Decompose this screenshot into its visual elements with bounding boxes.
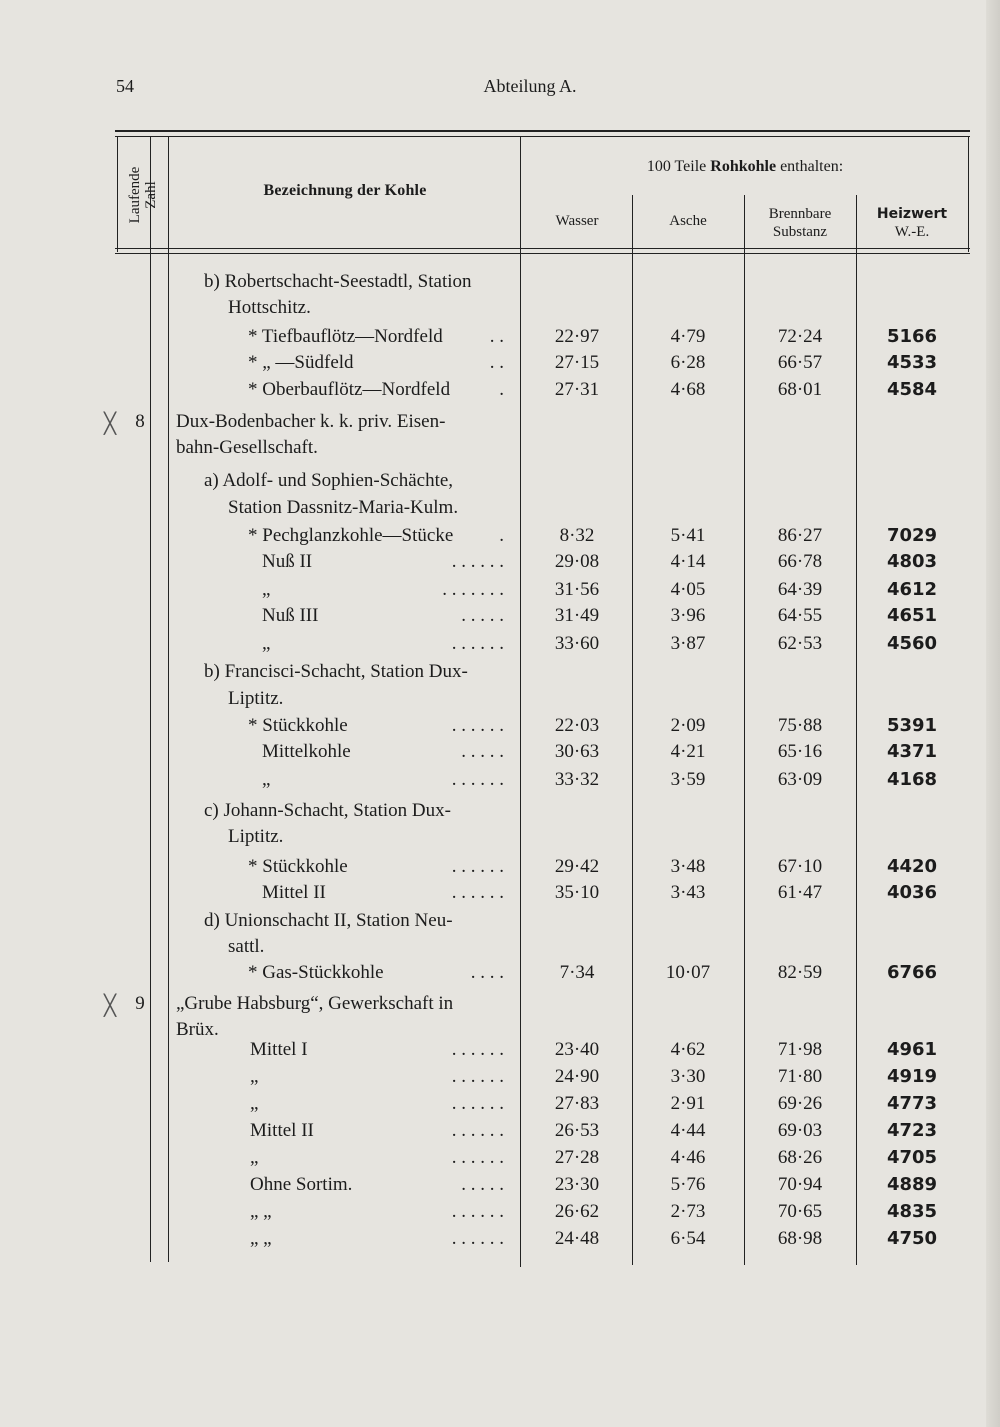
cell-brennbare-substanz: 68·01 [777, 379, 823, 400]
table-row [0, 962, 1000, 988]
leader-dots: . . . . . . . [442, 579, 504, 600]
table-row [0, 741, 1000, 767]
cell-brennbare-substanz: 64·39 [777, 579, 823, 600]
leader-dots: . . . . . . [451, 882, 504, 903]
cell-brennbare-substanz: 70·65 [777, 1201, 823, 1222]
table-row [0, 1201, 1000, 1227]
header-heizwert-line2: W.-E. [894, 224, 930, 240]
coal-designation: Mittel II [262, 882, 326, 903]
table-row [0, 1147, 1000, 1173]
cell-brennbare-substanz: 66·57 [777, 352, 823, 373]
page-number: 54 [116, 76, 134, 96]
coal-designation: Mittel II [250, 1120, 314, 1141]
leader-dots: . . [489, 326, 504, 347]
coal-designation: * Oberbauflötz—Nordfeld [248, 379, 451, 400]
cell-wasser: 29·08 [554, 551, 600, 572]
cell-asche: 2·09 [670, 715, 706, 736]
cell-wasser: 31·56 [554, 579, 600, 600]
header-asche: Asche [669, 213, 707, 229]
top-rule-thin [115, 136, 970, 137]
header-heizwert [858, 205, 966, 241]
leader-dots: . . . . . [461, 1174, 504, 1195]
page-title: Abteilung A. [483, 76, 577, 96]
cell-asche: 6·28 [670, 352, 706, 373]
coal-designation: d) Unionschacht II, Station Neu- [204, 910, 453, 931]
coal-designation: Dux-Bodenbacher k. k. priv. Eisen- [176, 411, 446, 432]
cell-wasser: 27·83 [554, 1093, 600, 1114]
cell-wasser: 23·40 [554, 1039, 600, 1060]
cell-heizwert: 4651 [886, 605, 938, 626]
cell-heizwert: 4835 [886, 1201, 938, 1222]
cell-heizwert: 4889 [886, 1174, 938, 1195]
pencil-cross-mark: ╳ [104, 995, 117, 1017]
coal-designation: Ohne Sortim. [250, 1174, 353, 1195]
cell-asche: 2·73 [670, 1201, 706, 1222]
cell-heizwert: 4773 [886, 1093, 938, 1114]
cell-heizwert: 4533 [886, 352, 938, 373]
cell-brennbare-substanz: 71·98 [777, 1039, 823, 1060]
cell-wasser: 30·63 [554, 741, 600, 762]
cell-heizwert: 4584 [886, 379, 938, 400]
cell-heizwert: 4420 [886, 856, 938, 877]
cell-asche: 4·05 [670, 579, 706, 600]
row-number: 8 [135, 411, 145, 432]
cell-asche: 3·30 [670, 1066, 706, 1087]
cell-asche: 6·54 [670, 1228, 706, 1249]
table-row [0, 437, 1000, 463]
cell-heizwert: 4168 [886, 769, 938, 790]
leader-dots: . . . . . . [451, 633, 504, 654]
coal-designation: „ [250, 1066, 259, 1087]
cell-brennbare-substanz: 62·53 [777, 633, 823, 654]
leader-dots: . . . . . . [451, 769, 504, 790]
coal-designation: Nuß II [262, 551, 313, 572]
coal-designation: „Grube Habsburg“, Gewerkschaft in [176, 993, 454, 1014]
coal-designation: Hottschitz. [228, 297, 311, 318]
cell-brennbare-substanz: 75·88 [777, 715, 823, 736]
coal-designation: „ [262, 633, 271, 654]
table-row [0, 470, 1000, 496]
table-row [0, 633, 1000, 659]
cell-wasser: 29·42 [554, 856, 600, 877]
cell-wasser: 31·49 [554, 605, 600, 626]
cell-brennbare-substanz: 82·59 [777, 962, 823, 983]
table-row [0, 1066, 1000, 1092]
cell-wasser: 26·62 [554, 1201, 600, 1222]
cell-wasser: 27·31 [554, 379, 600, 400]
coal-designation: Mittel I [250, 1039, 308, 1060]
cell-wasser: 7·34 [559, 962, 595, 983]
cell-brennbare-substanz: 64·55 [777, 605, 823, 626]
cell-wasser: 27·28 [554, 1147, 600, 1168]
cell-heizwert: 4919 [886, 1066, 938, 1087]
header-wasser: Wasser [555, 213, 599, 229]
cell-brennbare-substanz: 69·03 [777, 1120, 823, 1141]
header-group [520, 158, 970, 176]
cell-asche: 4·46 [670, 1147, 706, 1168]
leader-dots: . . . . . . [451, 1201, 504, 1222]
cell-brennbare-substanz: 70·94 [777, 1174, 823, 1195]
coal-designation: * Gas-Stückkohle [248, 962, 384, 983]
cell-asche: 3·48 [670, 856, 706, 877]
table-row [0, 352, 1000, 378]
cell-brennbare-substanz: 65·16 [777, 741, 823, 762]
cell-brennbare-substanz: 69·26 [777, 1093, 823, 1114]
coal-designation: c) Johann-Schacht, Station Dux- [204, 800, 451, 821]
cell-asche: 4·21 [670, 741, 706, 762]
table-row [0, 297, 1000, 323]
cell-heizwert: 4036 [886, 882, 938, 903]
coal-designation: Brüx. [176, 1019, 219, 1040]
table-row [0, 605, 1000, 631]
coal-designation: a) Adolf- und Sophien-Schächte, [204, 470, 454, 491]
table-row [0, 826, 1000, 852]
table-row [0, 688, 1000, 714]
table-row [0, 1228, 1000, 1254]
coal-designation: Nuß III [262, 605, 319, 626]
coal-designation: * Tiefbauflötz—Nordfeld [248, 326, 443, 347]
header-brennbare-line1: Brennbare [768, 206, 832, 222]
coal-designation: * Stückkohle [248, 715, 348, 736]
cell-wasser: 35·10 [554, 882, 600, 903]
coal-designation: Mittelkohle [262, 741, 351, 762]
table-row [0, 910, 1000, 936]
coal-designation: * Pechglanzkohle—Stücke [248, 525, 454, 546]
cell-asche: 3·59 [670, 769, 706, 790]
table-row [0, 497, 1000, 523]
coal-designation: „ „ [250, 1228, 272, 1249]
coal-designation: „ [262, 769, 271, 790]
cell-heizwert: 4961 [886, 1039, 938, 1060]
table-row [0, 800, 1000, 826]
cell-wasser: 27·15 [554, 352, 600, 373]
coal-designation: bahn-Gesellschaft. [176, 437, 318, 458]
cell-asche: 3·96 [670, 605, 706, 626]
table-row [0, 411, 1000, 437]
table-row [0, 936, 1000, 962]
row-number: 9 [135, 993, 145, 1014]
header-group-pre: 100 Teile [646, 158, 711, 175]
table-row [0, 579, 1000, 605]
table-row [0, 551, 1000, 577]
cell-brennbare-substanz: 68·98 [777, 1228, 823, 1249]
leader-dots: . [499, 379, 504, 400]
leader-dots: . . . . . [461, 605, 504, 626]
table-row [0, 715, 1000, 741]
coal-designation: „ [262, 579, 271, 600]
cell-wasser: 33·60 [554, 633, 600, 654]
cell-brennbare-substanz: 67·10 [777, 856, 823, 877]
cell-heizwert: 5166 [886, 326, 938, 347]
coal-designation: sattl. [228, 936, 265, 957]
table-row [0, 1039, 1000, 1065]
table-row [0, 379, 1000, 405]
table-row [0, 993, 1000, 1019]
coal-designation: „ [250, 1093, 259, 1114]
cell-wasser: 23·30 [554, 1174, 600, 1195]
cell-heizwert: 4560 [886, 633, 938, 654]
coal-designation: b) Francisci-Schacht, Station Dux- [204, 661, 468, 682]
coal-designation: * „ —Südfeld [248, 352, 354, 373]
cell-brennbare-substanz: 68·26 [777, 1147, 823, 1168]
cell-asche: 4·79 [670, 326, 706, 347]
leader-dots: . . . . . . [451, 1228, 504, 1249]
cell-asche: 4·44 [670, 1120, 706, 1141]
cell-brennbare-substanz: 63·09 [777, 769, 823, 790]
table-row [0, 661, 1000, 687]
table-row [0, 525, 1000, 551]
cell-brennbare-substanz: 71·80 [777, 1066, 823, 1087]
leader-dots: . . . . . . [451, 715, 504, 736]
table-row [0, 856, 1000, 882]
cell-asche: 2·91 [670, 1093, 706, 1114]
leader-dots: . [499, 525, 504, 546]
leader-dots: . . . . . . [451, 1147, 504, 1168]
cell-brennbare-substanz: 86·27 [777, 525, 823, 546]
coal-designation: „ „ [250, 1201, 272, 1222]
cell-asche: 4·68 [670, 379, 706, 400]
coal-designation: * Stückkohle [248, 856, 348, 877]
header-brennbare-line2: Substanz [772, 224, 828, 240]
header-group-post: enthalten: [776, 158, 844, 175]
header-rule-thin [115, 253, 970, 254]
table-row [0, 271, 1000, 297]
header-brennbare [744, 205, 856, 241]
cell-heizwert: 4723 [886, 1120, 938, 1141]
header-laufende-zahl [118, 145, 168, 245]
cell-asche: 10·07 [665, 962, 711, 983]
cell-brennbare-substanz: 66·78 [777, 551, 823, 572]
header-heizwert-line1: Heizwert [876, 206, 948, 222]
cell-heizwert: 4803 [886, 551, 938, 572]
cell-wasser: 8·32 [559, 525, 595, 546]
cell-heizwert: 4750 [886, 1228, 938, 1249]
leader-dots: . . . . . . [451, 1039, 504, 1060]
table-row [0, 326, 1000, 352]
cell-heizwert: 4371 [886, 741, 938, 762]
cell-brennbare-substanz: 61·47 [777, 882, 823, 903]
header-bezeichnung: Bezeichnung der Kohle [263, 182, 427, 199]
leader-dots: . . . . . . [451, 1120, 504, 1141]
cell-wasser: 22·03 [554, 715, 600, 736]
cell-heizwert: 5391 [886, 715, 938, 736]
leader-dots: . . . . . [461, 741, 504, 762]
table-row [0, 1174, 1000, 1200]
cell-asche: 5·76 [670, 1174, 706, 1195]
leader-dots: . . . . . . [451, 856, 504, 877]
leader-dots: . . . . [470, 962, 504, 983]
table-row [0, 1120, 1000, 1146]
leader-dots: . . . . . . [451, 1066, 504, 1087]
cell-heizwert: 4705 [886, 1147, 938, 1168]
right-border [968, 137, 969, 252]
cell-wasser: 22·97 [554, 326, 600, 347]
cell-asche: 4·14 [670, 551, 706, 572]
table-row [0, 769, 1000, 795]
cell-heizwert: 6766 [886, 962, 938, 983]
leader-dots: . . [489, 352, 504, 373]
cell-heizwert: 4612 [886, 579, 938, 600]
coal-designation: Station Dassnitz-Maria-Kulm. [228, 497, 459, 518]
cell-brennbare-substanz: 72·24 [777, 326, 823, 347]
header-group-bold: Rohkohle [710, 158, 777, 175]
pencil-cross-mark: ╳ [104, 413, 117, 435]
cell-wasser: 24·90 [554, 1066, 600, 1087]
top-rule [115, 130, 970, 132]
leader-dots: . . . . . . [451, 1093, 504, 1114]
cell-asche: 3·87 [670, 633, 706, 654]
coal-designation: Liptitz. [228, 826, 284, 847]
cell-wasser: 26·53 [554, 1120, 600, 1141]
cell-wasser: 24·48 [554, 1228, 600, 1249]
coal-designation: „ [250, 1147, 259, 1168]
coal-designation: b) Robertschacht-Seestadtl, Station [204, 271, 472, 292]
cell-wasser: 33·32 [554, 769, 600, 790]
coal-designation: Liptitz. [228, 688, 284, 709]
table-row [0, 1093, 1000, 1119]
table-row [0, 882, 1000, 908]
cell-heizwert: 7029 [886, 525, 938, 546]
header-laufende-zahl-text: Laufende Zahl [127, 166, 159, 224]
cell-asche: 3·43 [670, 882, 706, 903]
cell-asche: 4·62 [670, 1039, 706, 1060]
leader-dots: . . . . . . [451, 551, 504, 572]
header-rule [115, 248, 970, 249]
cell-asche: 5·41 [670, 525, 706, 546]
